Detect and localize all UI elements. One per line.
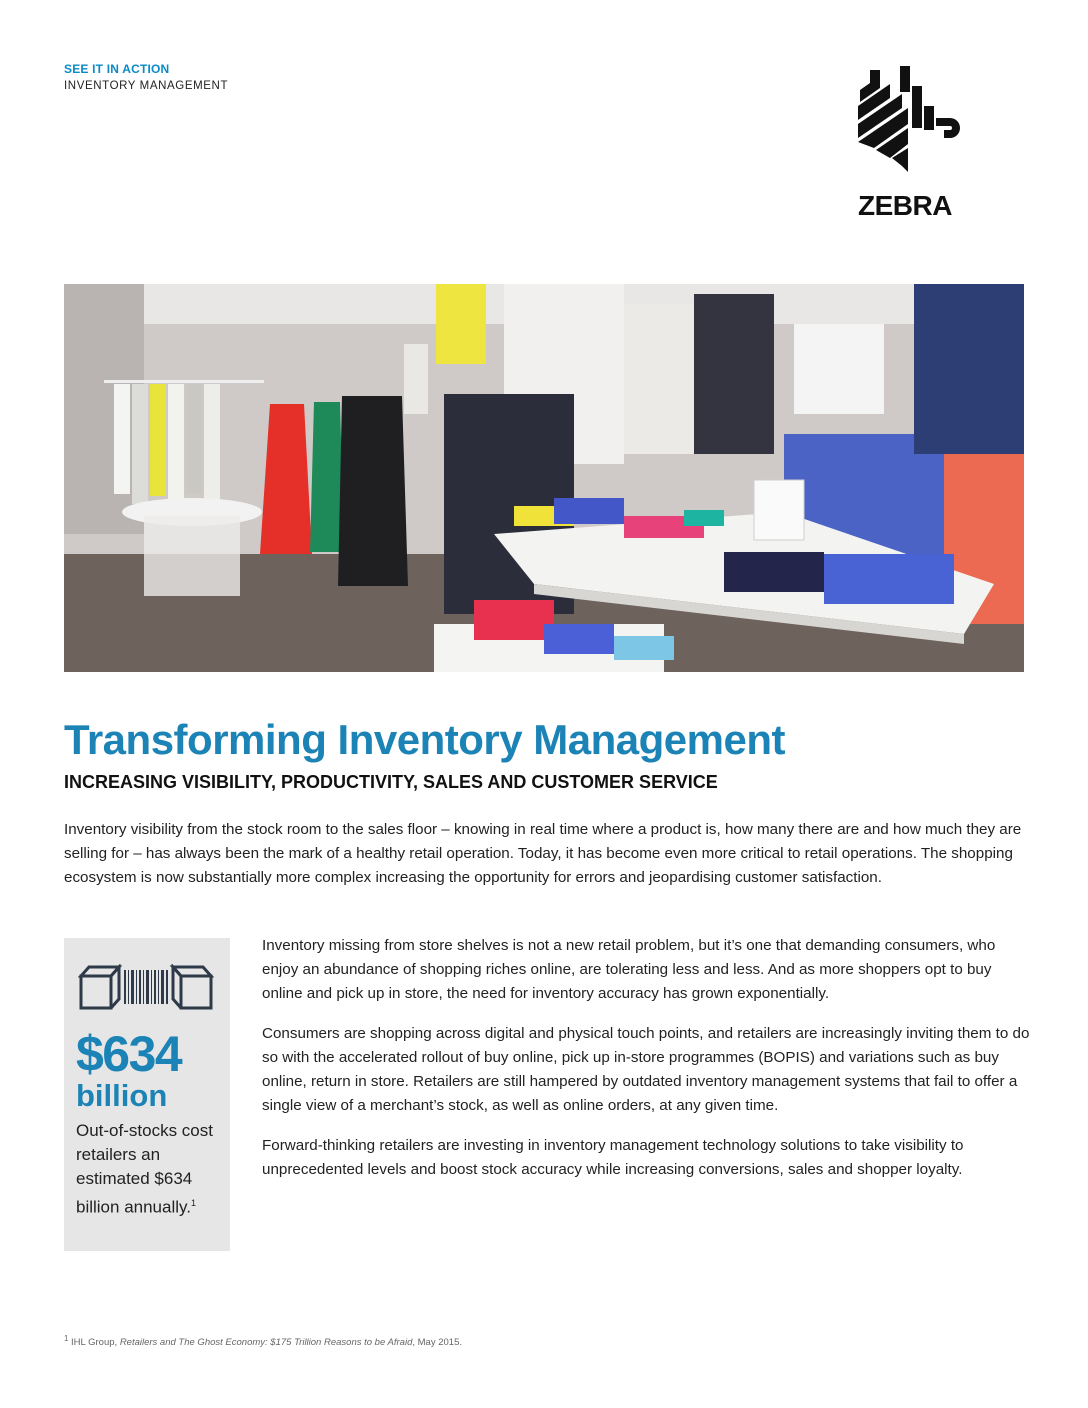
boxes-barcode-icon [78,964,214,1012]
section-subkicker: INVENTORY MANAGEMENT [64,80,229,92]
footnote-date: , May 2015. [412,1337,462,1349]
footnote [64,1334,462,1348]
stat-description [76,1119,226,1220]
footnote-work: Retailers and The Ghost Economy: $175 Trillion Reasons to be Afraid [119,1337,413,1349]
section-kicker: SEE IT IN ACTION [64,62,170,76]
page-title: Transforming Inventory Management [64,716,785,763]
intro-paragraph: Inventory visibility from the stock room to the sales floor – knowing in real time where a product is, how many there are and how much they are selling for – has always been the mark of a healthy retail operation. Today, it has become even more critical to retail operations. The shopping ecosystem is now substantially more complex increasing the opportunity for errors and jeopardising customer satisfaction. [64,821,1022,886]
body-paragraph: Consumers are shopping across digital and physical touch points, and retailers are increasingly inviting them to do so with the accelerated rollout of buy online, pick up in-store programmes (BOPIS) and variations such as buy online, return in store. Retailers are still hampered by outdated inventory management systems that fail to offer a single view of a merchant’s stock, as well as online orders, at any given time. [262,1025,1030,1114]
stat-footnote-mark: 1 [190,1198,196,1208]
stat-description-text: Out-of-stocks cost retailers an estimated $634 billion annually. [76,1121,213,1217]
stat-number: $634 [76,1026,182,1082]
body-paragraph: Forward-thinking retailers are investing in inventory management technology solutions to take visibility to unprecedented levels and boost stock accuracy while increasing conversions, sales and shopper loyalty. [262,1137,964,1178]
retail-store-photo-icon [64,284,1024,672]
body-paragraph: Inventory missing from store shelves is not a new retail problem, but it’s one that demanding consumers, who enjoy an abundance of shopping riches online, are tolerating less and less. And as more shoppers opt to buy online and pick up in store, the need for inventory accuracy has grown exponentially. [262,937,996,1002]
hero-image [64,284,1024,672]
stat-callout [64,938,230,1251]
footnote-mark: 1 [64,1334,69,1343]
stat-unit: billion [76,1078,168,1113]
page-subtitle: INCREASING VISIBILITY, PRODUCTIVITY, SALES AND CUSTOMER SERVICE [64,772,718,792]
body-column [262,934,1032,1198]
brand-wordmark: ZEBRA [858,190,952,221]
footnote-source: IHL Group, [71,1337,118,1349]
